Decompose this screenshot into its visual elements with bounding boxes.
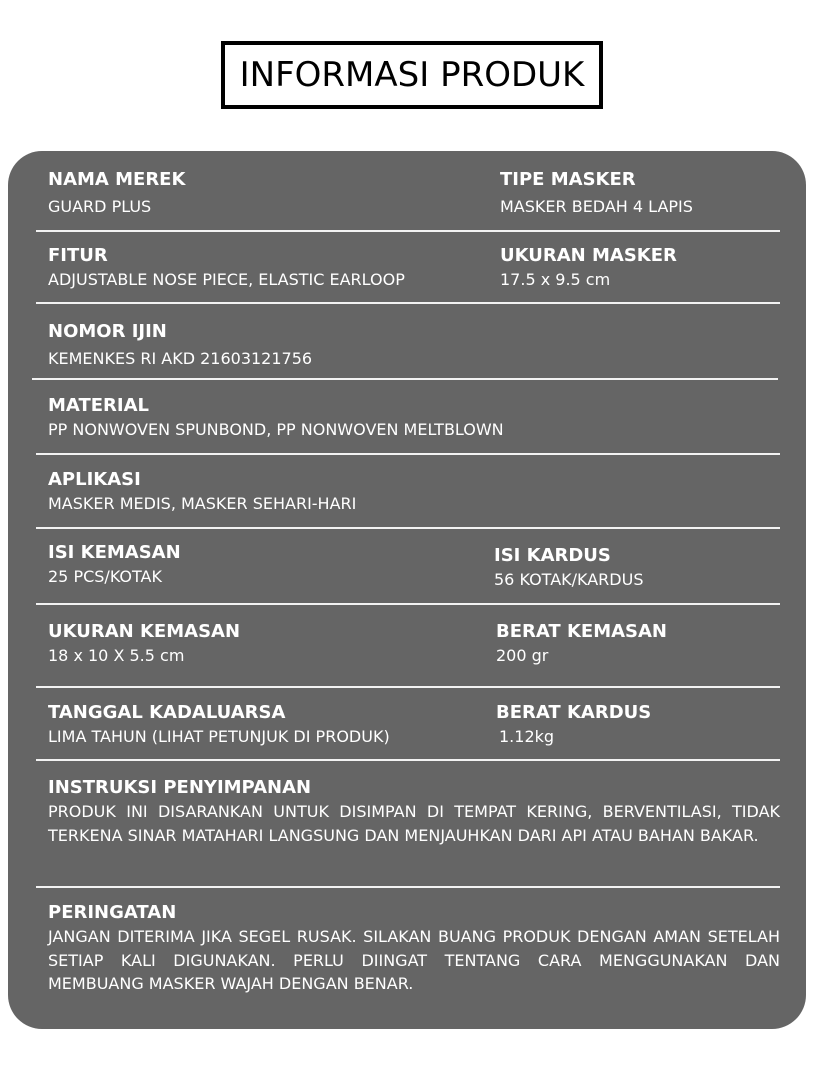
package-size-value: 18 x 10 X 5.5 cm bbox=[48, 646, 185, 665]
package-content-field bbox=[48, 541, 181, 589]
divider bbox=[32, 378, 778, 380]
package-content-label: ISI KEMASAN bbox=[48, 542, 181, 563]
page-title bbox=[221, 41, 603, 109]
divider bbox=[36, 759, 780, 761]
divider bbox=[36, 527, 780, 529]
permit-number-field bbox=[48, 320, 312, 371]
expiry-date-field bbox=[48, 701, 390, 749]
permit-number-label: NOMOR IJIN bbox=[48, 321, 167, 342]
package-weight-label: BERAT KEMASAN bbox=[496, 621, 667, 642]
carton-content-label: ISI KARDUS bbox=[494, 545, 611, 566]
material-label: MATERIAL bbox=[48, 395, 149, 416]
product-info-card bbox=[8, 151, 806, 1029]
carton-weight-field bbox=[496, 701, 651, 749]
mask-size-field bbox=[500, 244, 677, 292]
package-size-field bbox=[48, 620, 240, 668]
permit-number-value: KEMENKES RI AKD 21603121756 bbox=[48, 349, 313, 368]
warning-text: JANGAN DITERIMA JIKA SEGEL RUSAK. SILAKAN BUANG PRODUK DENGAN AMAN SETELAH SETIAP KALI DIGUNAKAN. PERLU DIINGAT TENTANG CARA MENGGUNAKAN DAN MEMBUANG MASKER WAJAH DENGAN BENAR. bbox=[48, 927, 780, 993]
divider bbox=[36, 603, 780, 605]
storage-instructions-text: PRODUK INI DISARANKAN UNTUK DISIMPAN DI TEMPAT KERING, BERVENTILASI, TIDAK TERKENA SINAR MATAHARI LANGSUNG DAN MENJAUHKAN DARI API ATAU BAHAN BAKAR. bbox=[48, 802, 780, 845]
mask-size-value: 17.5 x 9.5 cm bbox=[500, 270, 611, 289]
features-label: FITUR bbox=[48, 245, 108, 266]
carton-content-field bbox=[494, 544, 643, 592]
features-field bbox=[48, 244, 405, 292]
mask-size-label: UKURAN MASKER bbox=[500, 245, 677, 266]
material-field bbox=[48, 394, 504, 442]
page-title-text: INFORMASI PRODUK bbox=[239, 55, 585, 95]
storage-instructions-label: INSTRUKSI PENYIMPANAN bbox=[48, 777, 312, 798]
features-value: ADJUSTABLE NOSE PIECE, ELASTIC EARLOOP bbox=[48, 270, 405, 289]
carton-weight-label: BERAT KARDUS bbox=[496, 702, 652, 723]
warning-label: PERINGATAN bbox=[48, 902, 177, 923]
warning-section bbox=[48, 901, 780, 996]
application-label: APLIKASI bbox=[48, 469, 141, 490]
divider bbox=[36, 686, 780, 688]
expiry-date-value: LIMA TAHUN (LIHAT PETUNJUK DI PRODUK) bbox=[48, 727, 390, 746]
package-weight-field bbox=[496, 620, 667, 668]
divider bbox=[36, 453, 780, 455]
mask-type-label: TIPE MASKER bbox=[500, 169, 636, 190]
package-size-label: UKURAN KEMASAN bbox=[48, 621, 241, 642]
divider bbox=[36, 230, 780, 232]
package-weight-value: 200 gr bbox=[496, 646, 549, 665]
storage-instructions-section bbox=[48, 776, 780, 847]
application-value: MASKER MEDIS, MASKER SEHARI-HARI bbox=[48, 494, 357, 513]
mask-type-value: MASKER BEDAH 4 LAPIS bbox=[500, 197, 693, 216]
material-value: PP NONWOVEN SPUNBOND, PP NONWOVEN MELTBLOWN bbox=[48, 420, 504, 439]
application-field bbox=[48, 468, 356, 516]
brand-name-label: NAMA MEREK bbox=[48, 169, 186, 190]
divider bbox=[36, 886, 780, 888]
package-content-value: 25 PCS/KOTAK bbox=[48, 567, 162, 586]
carton-content-value: 56 KOTAK/KARDUS bbox=[494, 570, 644, 589]
brand-name-field bbox=[48, 168, 185, 219]
carton-weight-value: 1.12kg bbox=[499, 727, 555, 746]
divider bbox=[36, 302, 780, 304]
mask-type-field bbox=[500, 168, 693, 219]
expiry-date-label: TANGGAL KADALUARSA bbox=[48, 702, 286, 723]
brand-name-value: GUARD PLUS bbox=[48, 197, 152, 216]
